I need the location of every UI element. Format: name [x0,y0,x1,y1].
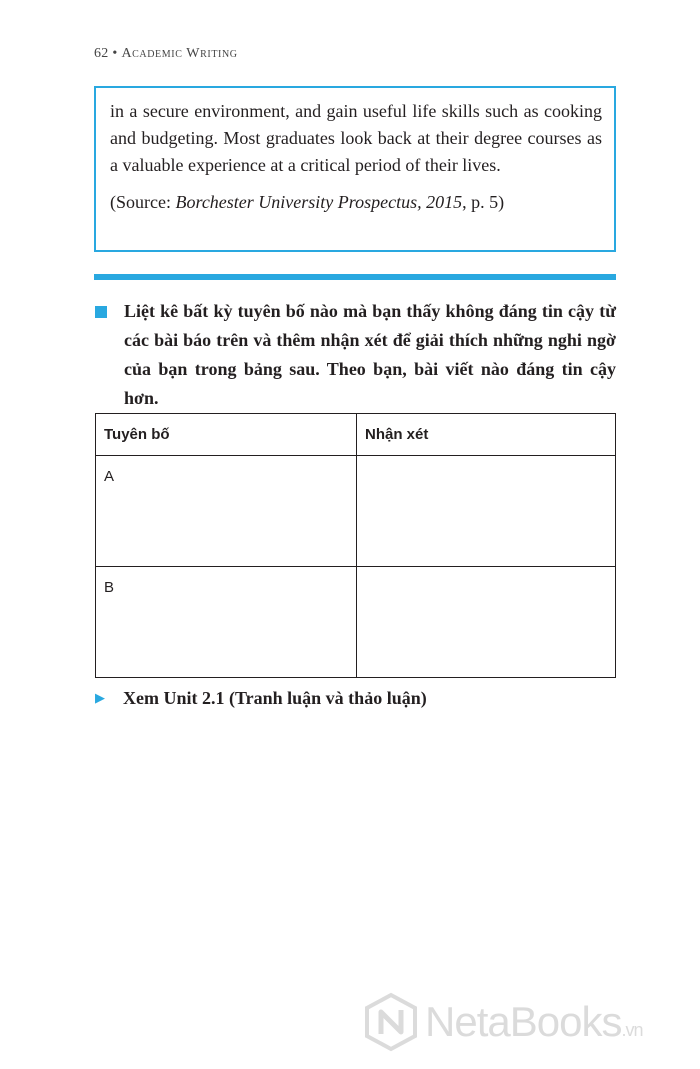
square-bullet-icon [95,306,107,318]
source-suffix: , p. 5) [462,192,505,212]
comment-cell[interactable] [357,567,616,678]
row-label: A [96,456,357,567]
triangle-right-icon: ▶ [95,690,105,705]
see-also-link[interactable] [95,688,427,709]
page-number: 62 [94,46,109,61]
row-label: B [96,567,357,678]
source-title: Borchester University Prospectus, 2015 [175,192,463,212]
header-statement: Tuyên bố [96,414,357,456]
book-title: Academic Writing [121,46,238,61]
running-head [94,46,238,62]
table-row [96,567,616,678]
watermark-brand: NetaBooks.vn [425,998,643,1045]
table-row [96,456,616,567]
response-table [95,413,616,678]
quote-box [94,86,616,252]
source-prefix: (Source: [110,192,176,212]
see-also-text: Xem Unit 2.1 (Tranh luận và thảo luận) [123,688,427,708]
task-instruction: Liệt kê bất kỳ tuyên bố nào mà bạn thấy không đáng tin cậy từ các bài báo trên và thêm nhận xét để giải thích những nghi ngờ của bạn trong bảng sau. Theo bạn, bài viết nào đáng tin cậy hơn. [124,301,616,408]
table-header-row [96,414,616,456]
section-divider [94,274,616,280]
comment-cell[interactable] [357,456,616,567]
header-comment: Nhận xét [357,414,616,456]
separator: • [112,46,118,61]
quote-text: in a secure environment, and gain useful life skills such as cooking and budgeting. Most graduates look back at their degree courses as a valuable experience at a critical period of their lives. [110,101,602,175]
quote-source [110,189,602,216]
netabooks-logo-icon [363,992,419,1052]
watermark [363,992,642,1052]
